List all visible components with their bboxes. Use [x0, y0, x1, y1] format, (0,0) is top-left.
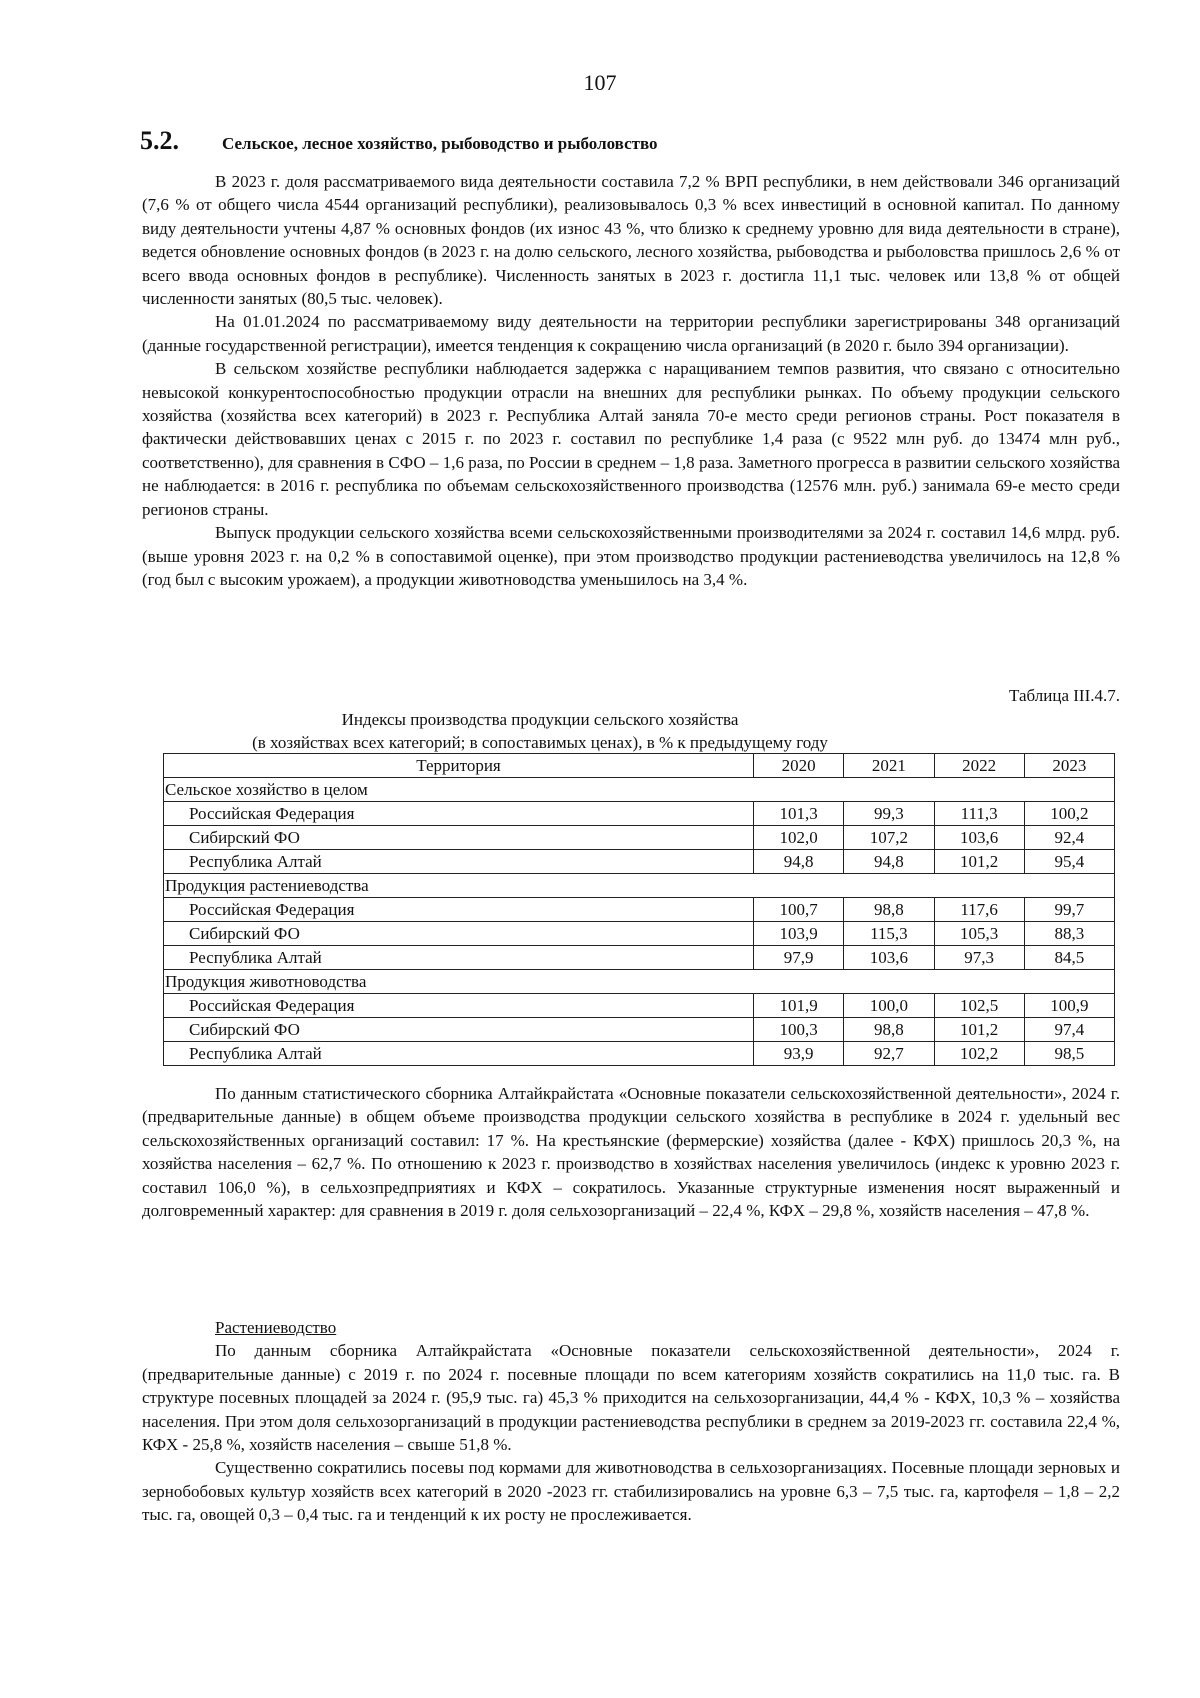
index-value: 103,6	[844, 946, 934, 970]
index-value: 102,2	[934, 1042, 1024, 1066]
paragraph: На 01.01.2024 по рассматриваемому виду деятельности на территории республики зарегистрированы 348 организаций (данные государственной регистрации), имеется тенденция к сокращению числа организаций (в 2020 г. было 394 организации).	[142, 312, 1120, 355]
paragraph: По данным статистического сборника Алтайкрайстата «Основные показатели сельскохозяйственной деятельности», 2024 г. (предварительные данные) в общем объеме производства продукции сельского хозяйства в республике в 2024 г. удельный вес сельскохозяйственных организаций составил: 17 %. На крестьянские (фермерские) хозяйства (далее - КФХ) пришлось 20,3 %, на хозяйства населения – 62,7 %. По отношению к 2023 г. производство в хозяйствах населения увеличилось (индекс к уровню 2023 г. составил 106,0 %), в сельхозпредприятиях и КФХ – сократилось. Указанные структурные изменения носят выраженный и долговременный характер: для сравнения в 2019 г. доля сельхозорганизаций – 22,4 %, КФХ – 29,8 %, хозяйств населения – 47,8 %.	[142, 1084, 1120, 1221]
section-title: Сельское, лесное хозяйство, рыбоводство и рыболовство	[222, 134, 658, 153]
table-header-row	[164, 754, 1115, 778]
index-value: 101,9	[754, 994, 844, 1018]
table-group-row	[164, 970, 1115, 994]
table-row	[164, 1042, 1115, 1066]
index-value: 103,9	[754, 922, 844, 946]
analysis-text	[142, 1082, 1120, 1222]
region-name: Республика Алтай	[164, 850, 754, 874]
index-value: 102,0	[754, 826, 844, 850]
region-name: Сибирский ФО	[164, 826, 754, 850]
index-value: 115,3	[844, 922, 934, 946]
subsection-title: Растениеводство	[215, 1318, 337, 1337]
section-number: 5.2.	[140, 126, 179, 155]
index-value: 95,4	[1024, 850, 1114, 874]
table-body	[164, 778, 1115, 1066]
index-value: 105,3	[934, 922, 1024, 946]
table-title	[160, 708, 920, 754]
table-row	[164, 826, 1115, 850]
paragraph: Выпуск продукции сельского хозяйства всеми сельскохозяйственными производителями за 2024 г. составил 14,6 млрд. руб. (выше уровня 2023 г. на 0,2 % в сопоставимой оценке), при этом производство продукции растениеводства увеличилось на 12,8 % (год был с высоким урожаем), а продукции животноводства уменьшилось на 3,4 %.	[142, 523, 1120, 589]
table-row	[164, 994, 1115, 1018]
index-value: 101,2	[934, 1018, 1024, 1042]
column-header: 2022	[934, 754, 1024, 778]
region-name: Сибирский ФО	[164, 922, 754, 946]
table-subtitle-line: (в хозяйствах всех категорий; в сопоставимых ценах), в % к предыдущему году	[252, 733, 828, 752]
subsection	[142, 1316, 1120, 1527]
intro-text	[142, 170, 1120, 591]
index-value: 103,6	[934, 826, 1024, 850]
region-name: Республика Алтай	[164, 946, 754, 970]
paragraph: Существенно сократились посевы под кормами для животноводства в сельхозорганизациях. Посевные площади зерновых и зернобобовых культур хозяйств всех категорий в 2020 -2023 гг. стабилизировались на уровне 6,3 – 7,5 тыс. га, картофеля – 1,8 – 2,2 тыс. га, овощей 0,3 – 0,4 тыс. га и тенденций к их росту не прослеживается.	[142, 1458, 1120, 1525]
index-value: 102,5	[934, 994, 1024, 1018]
index-value: 94,8	[844, 850, 934, 874]
column-header: Территория	[164, 754, 754, 778]
region-name: Российская Федерация	[164, 898, 754, 922]
region-name: Сибирский ФО	[164, 1018, 754, 1042]
index-value: 100,7	[754, 898, 844, 922]
column-header: 2021	[844, 754, 934, 778]
index-value: 98,8	[844, 898, 934, 922]
region-name: Российская Федерация	[164, 994, 754, 1018]
region-name: Российская Федерация	[164, 802, 754, 826]
group-label: Продукция животноводства	[164, 970, 1115, 994]
production-index-table	[163, 753, 1115, 1066]
table-row	[164, 1018, 1115, 1042]
paragraph: По данным сборника Алтайкрайстата «Основные показатели сельскохозяйственной деятельности», 2024 г. (предварительные данные) с 2019 г. по 2024 г. посевные площади по всем категориям хозяйств сократились на 11,0 тыс. га. В структуре посевных площадей за 2024 г. (95,9 тыс. га) 45,3 % приходится на сельхозорганизации, 44,4 % - КФХ, 10,3 % – хозяйства населения. При этом доля сельхозорганизаций в продукции растениеводства республики в среднем за 2019-2023 гг. составила 22,4 %, КФХ - 25,8 %, хозяйств населения – свыше 51,8 %.	[142, 1341, 1120, 1455]
paragraph: В 2023 г. доля рассматриваемого вида деятельности составила 7,2 % ВРП республики, в нем действовали 346 организаций (7,6 % от общего числа 4544 организаций республики), реализовывалось 0,3 % всех инвестиций в основной капитал. По данному виду деятельности учтены 4,87 % основных фондов (их износ 43 %, что близко к среднему уровню для вида деятельности в стране), ведется обновление основных фондов (в 2023 г. на долю сельского, лесного хозяйства, рыбоводства и рыболовства пришлось 2,6 % от всего ввода основных фондов в республике). Численность занятых в 2023 г. достигла 11,1 тыс. человек или 13,8 % от общей численности занятых (80,5 тыс. человек).	[142, 172, 1120, 309]
index-value: 98,5	[1024, 1042, 1114, 1066]
table-row	[164, 898, 1115, 922]
table-title-line: Индексы производства продукции сельского хозяйства	[341, 710, 739, 729]
index-value: 88,3	[1024, 922, 1114, 946]
index-value: 100,0	[844, 994, 934, 1018]
section-heading	[140, 126, 1120, 156]
index-value: 107,2	[844, 826, 934, 850]
column-header: 2020	[754, 754, 844, 778]
table-row	[164, 802, 1115, 826]
index-value: 111,3	[934, 802, 1024, 826]
index-value: 117,6	[934, 898, 1024, 922]
table-group-row	[164, 874, 1115, 898]
index-value: 100,3	[754, 1018, 844, 1042]
table-row	[164, 922, 1115, 946]
index-value: 101,2	[934, 850, 1024, 874]
index-value: 98,8	[844, 1018, 934, 1042]
column-header: 2023	[1024, 754, 1114, 778]
index-value: 99,3	[844, 802, 934, 826]
table-row	[164, 946, 1115, 970]
index-value: 93,9	[754, 1042, 844, 1066]
table-row	[164, 850, 1115, 874]
index-value: 100,9	[1024, 994, 1114, 1018]
index-value: 97,4	[1024, 1018, 1114, 1042]
table-label: Таблица III.4.7.	[1009, 686, 1120, 705]
index-value: 92,4	[1024, 826, 1114, 850]
table-group-row	[164, 778, 1115, 802]
paragraph: В сельском хозяйстве республики наблюдается задержка с наращиванием темпов развития, что связано с относительно невысокой конкурентоспособностью продукции отрасли на внешних для республики рынках. По объему продукции сельского хозяйства (хозяйства всех категорий) в 2023 г. Республика Алтай заняла 70-е место среди регионов страны. Рост показателя в фактически действовавших ценах с 2015 г. по 2023 г. составил по республике 1,4 раза (с 9522 млн руб. до 13474 млн руб., соответственно), для сравнения в СФО – 1,6 раза, по России в среднем – 1,8 раза. Заметного прогресса в развитии сельского хозяйства не наблюдается: в 2016 г. республика по объемам сельскохозяйственного производства (12576 млн. руб.) занимала 69-е место среди регионов страны.	[142, 359, 1120, 519]
index-value: 97,9	[754, 946, 844, 970]
index-value: 84,5	[1024, 946, 1114, 970]
index-value: 97,3	[934, 946, 1024, 970]
index-value: 94,8	[754, 850, 844, 874]
group-label: Сельское хозяйство в целом	[164, 778, 1115, 802]
index-value: 100,2	[1024, 802, 1114, 826]
group-label: Продукция растениеводства	[164, 874, 1115, 898]
index-value: 92,7	[844, 1042, 934, 1066]
page-number: 107	[583, 70, 617, 95]
region-name: Республика Алтай	[164, 1042, 754, 1066]
index-value: 99,7	[1024, 898, 1114, 922]
index-value: 101,3	[754, 802, 844, 826]
